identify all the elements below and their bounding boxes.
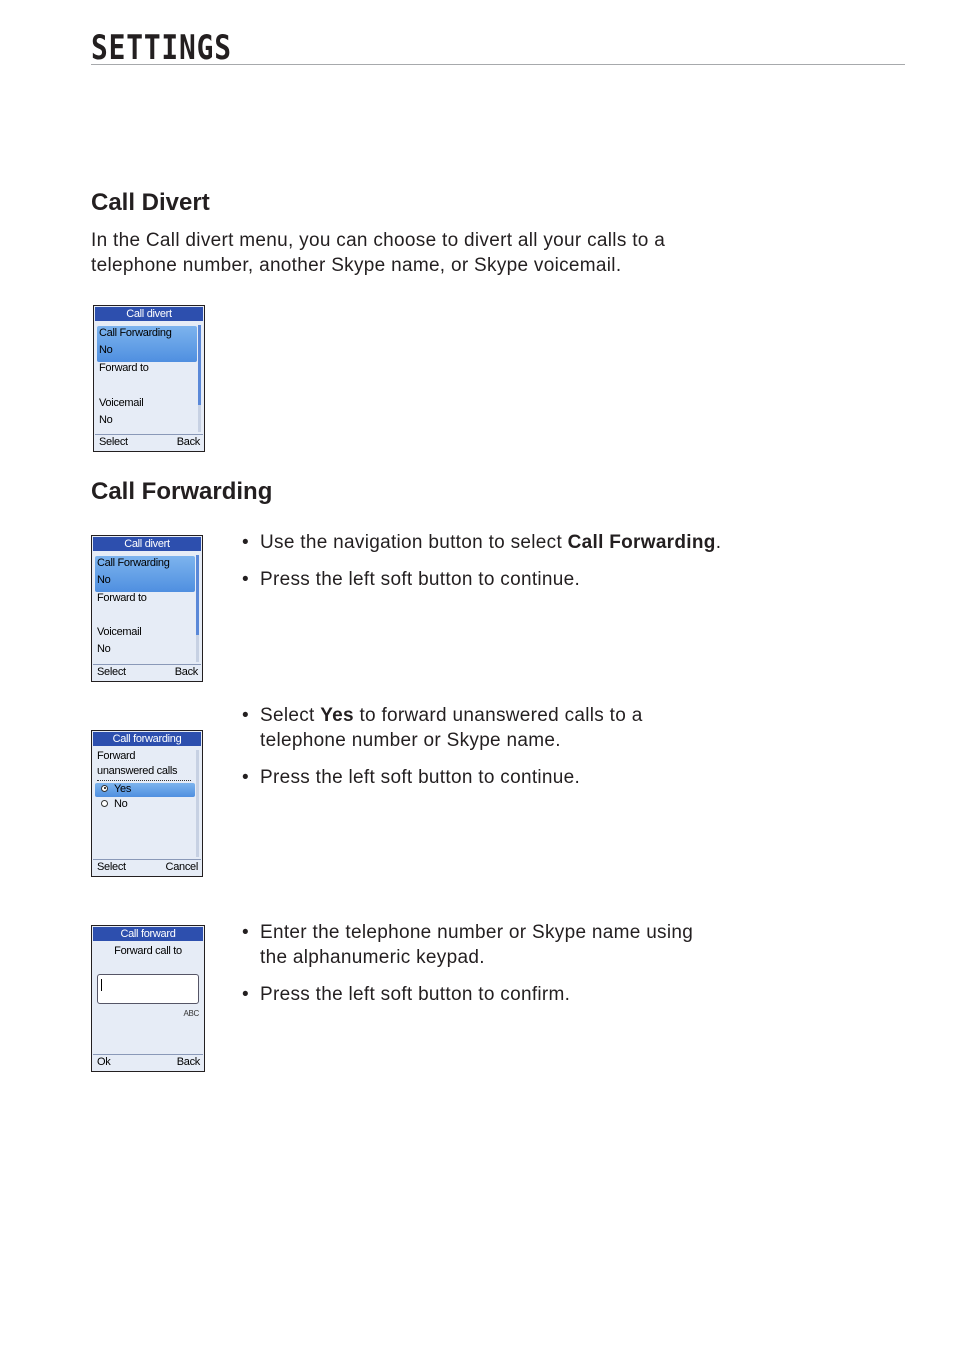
radio-unselected-icon (101, 800, 108, 807)
step2-instructions (242, 703, 842, 802)
prompt-label: Forward call to (114, 945, 182, 957)
softkey-left[interactable]: Ok (97, 1056, 111, 1068)
softkey-right[interactable]: Back (176, 436, 200, 448)
prompt-line-2: unanswered calls (97, 765, 178, 777)
instruction-item: • Enter the telephone number or Skype name using the alphanumeric keypad. (242, 922, 694, 968)
menu-item-call-forwarding[interactable]: Call Forwarding (97, 557, 170, 569)
step2-screen (91, 730, 203, 877)
title-divider (91, 64, 905, 65)
scrollbar[interactable] (198, 325, 201, 432)
instruction-item: • Press the left soft button to continue. (242, 569, 581, 590)
softkey-right[interactable]: Back (176, 1056, 200, 1068)
screen-title: Call divert (93, 537, 201, 551)
screen-body (93, 552, 201, 664)
step1-instructions (242, 530, 842, 604)
screen-body (93, 747, 201, 859)
option-yes[interactable]: Yes (101, 783, 131, 795)
step1-screen (91, 535, 203, 682)
step3-screen (91, 925, 205, 1072)
step3-instructions (242, 920, 842, 1019)
menu-item-forward-to[interactable]: Forward to (97, 592, 147, 604)
softkey-bar (95, 434, 203, 450)
scrollbar[interactable] (196, 555, 199, 662)
text-caret (101, 979, 102, 991)
screen-body (93, 942, 203, 1054)
softkey-bar (93, 859, 201, 875)
softkey-bar (93, 664, 201, 680)
description-line-2: telephone number, another Skype name, or Skype voicemail. (91, 255, 622, 276)
menu-item-value: No (97, 574, 111, 586)
instruction-item: • Select Yes to forward unanswered calls to a telephone number or Skype name. (242, 705, 643, 751)
screen-title: Call forward (93, 927, 203, 941)
call-divert-description (91, 228, 811, 278)
instruction-item: • Press the left soft button to confirm. (242, 984, 571, 1005)
instruction-item: • Use the navigation button to select Call Forwarding. (242, 532, 722, 553)
menu-item-call-forwarding[interactable]: Call Forwarding (99, 327, 172, 339)
menu-item-voicemail[interactable]: Voicemail (99, 397, 144, 409)
menu-item-value: No (99, 414, 113, 426)
softkey-right[interactable]: Back (174, 666, 198, 678)
scrollbar[interactable] (196, 750, 199, 857)
screen-title: Call forwarding (93, 732, 201, 746)
option-no[interactable]: No (101, 798, 127, 810)
menu-item-forward-to[interactable]: Forward to (99, 362, 149, 374)
divider (97, 780, 191, 781)
softkey-left[interactable]: Select (97, 861, 126, 873)
softkey-left[interactable]: Select (99, 436, 128, 448)
radio-selected-icon (101, 785, 108, 792)
menu-item-voicemail[interactable]: Voicemail (97, 626, 142, 638)
prompt-line-1: Forward (97, 750, 136, 762)
number-input[interactable] (97, 974, 199, 1004)
instruction-item: • Press the left soft button to continue. (242, 767, 581, 788)
softkey-bar (93, 1054, 203, 1070)
description-line-1: In the Call divert menu, you can choose to divert all your calls to a (91, 230, 666, 251)
input-mode-indicator: ABC (183, 1009, 199, 1018)
call-forwarding-heading: Call Forwarding (91, 478, 273, 505)
menu-item-value: No (97, 643, 111, 655)
softkey-right[interactable]: Cancel (165, 861, 198, 873)
softkey-left[interactable]: Select (97, 666, 126, 678)
call-divert-heading: Call Divert (91, 189, 210, 216)
menu-item-value: No (99, 344, 113, 356)
call-divert-screen (93, 305, 205, 452)
screen-title: Call divert (95, 307, 203, 321)
page-title: SETTINGS (91, 28, 232, 68)
screen-body (95, 322, 203, 434)
